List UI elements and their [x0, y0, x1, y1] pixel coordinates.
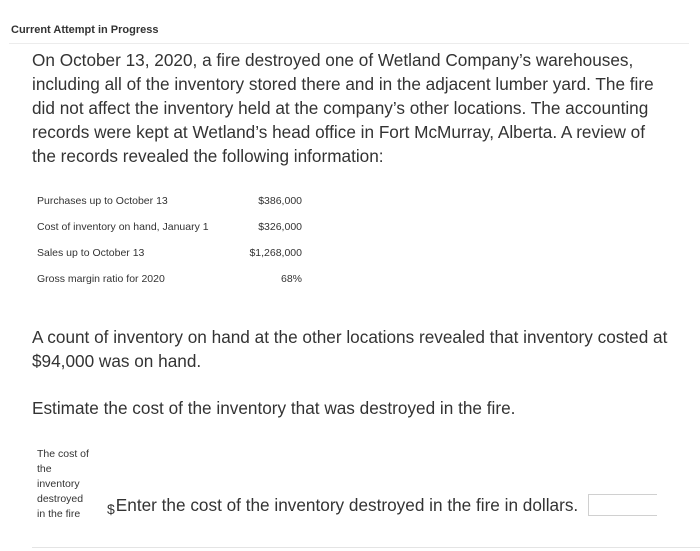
row-label: Purchases up to October 13 [37, 195, 168, 207]
row-label: Sales up to October 13 [37, 247, 145, 259]
row-value: $386,000 [258, 195, 302, 207]
table-row [37, 240, 302, 266]
currency-symbol: $ [107, 501, 115, 517]
problem-statement: On October 13, 2020, a fire destroyed one of Wetland Company’s warehouses, including all of the inventory stored there and in the adjacent lumber yard. The fire did not affect the inventory held at the company’s other locations. The accounting records were kept at Wetland’s head office in Fort McMurray, Alberta. A review of the records revealed the following information: [32, 50, 654, 166]
row-label: Cost of inventory on hand, January 1 [37, 221, 209, 233]
row-value: 68% [280, 273, 302, 285]
row-value: $326,000 [258, 221, 302, 233]
row-label: Gross margin ratio for 2020 [37, 273, 165, 285]
header-divider [9, 43, 689, 44]
bottom-divider [32, 547, 700, 548]
question-text: Estimate the cost of the inventory that was destroyed in the fire. [32, 398, 516, 418]
answer-label: The cost of the inventory destroyed in the fire [37, 448, 89, 520]
given-data-table [37, 188, 302, 292]
answer-prompt: Enter the cost of the inventory destroyed in the fire in dollars. [115, 494, 579, 515]
table-row [37, 266, 302, 292]
table-row [37, 214, 302, 240]
inventory-count-text: A count of inventory on hand at the other locations revealed that inventory costed at $94,000 was on hand. [32, 327, 668, 371]
row-value: $1,268,000 [249, 247, 302, 259]
table-row [37, 188, 302, 214]
inventory-destroyed-input[interactable] [588, 494, 657, 516]
answer-row [107, 494, 657, 516]
page-header-title: Current Attempt in Progress [11, 24, 159, 36]
